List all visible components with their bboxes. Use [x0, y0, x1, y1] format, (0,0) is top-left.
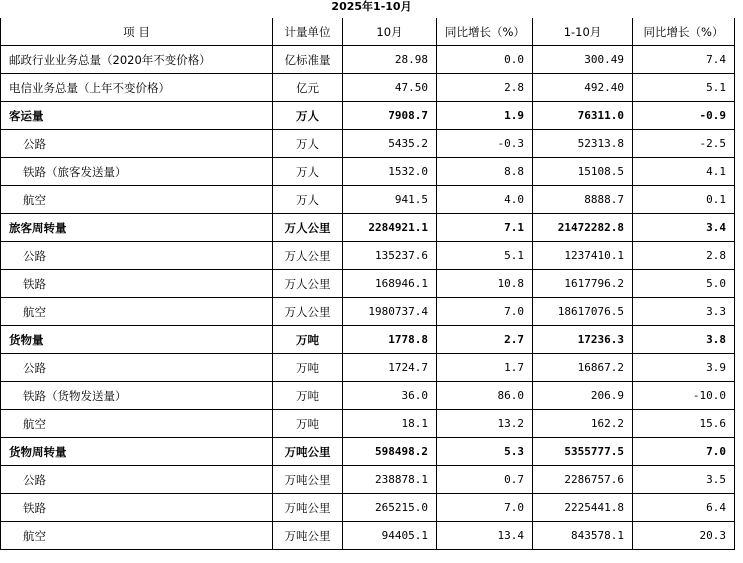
row-unit: 万吨公里 [273, 466, 343, 494]
row-month-yoy: 2.7 [437, 326, 533, 354]
header-month: 10月 [343, 18, 437, 46]
row-cumulative-value: 52313.8 [533, 130, 633, 158]
row-unit: 亿标准量 [273, 46, 343, 74]
row-month-yoy: 86.0 [437, 382, 533, 410]
row-month-value: 36.0 [343, 382, 437, 410]
row-month-value: 1778.8 [343, 326, 437, 354]
row-unit: 万人公里 [273, 214, 343, 242]
row-month-value: 238878.1 [343, 466, 437, 494]
table-row [1, 410, 735, 438]
row-cumulative-yoy: 3.9 [633, 354, 735, 382]
row-unit: 万人公里 [273, 298, 343, 326]
table-row [1, 494, 735, 522]
row-name: 公路 [1, 354, 273, 382]
header-row [1, 18, 735, 46]
row-month-value: 1980737.4 [343, 298, 437, 326]
table-row [1, 158, 735, 186]
row-cumulative-value: 206.9 [533, 382, 633, 410]
row-month-value: 2284921.1 [343, 214, 437, 242]
row-unit: 万人 [273, 158, 343, 186]
row-cumulative-value: 21472282.8 [533, 214, 633, 242]
row-name: 航空 [1, 186, 273, 214]
row-unit: 万吨 [273, 354, 343, 382]
row-month-value: 1724.7 [343, 354, 437, 382]
header-unit: 计量单位 [273, 18, 343, 46]
row-month-value: 265215.0 [343, 494, 437, 522]
table-row [1, 270, 735, 298]
row-unit: 万吨公里 [273, 494, 343, 522]
header-cumulative: 1-10月 [533, 18, 633, 46]
row-month-value: 18.1 [343, 410, 437, 438]
row-unit: 万人 [273, 186, 343, 214]
header-item: 项 目 [1, 18, 273, 46]
row-month-yoy: 7.0 [437, 494, 533, 522]
table-caption: 2025年1-10月 [331, 0, 412, 13]
row-cumulative-yoy: 5.1 [633, 74, 735, 102]
row-name: 货物周转量 [1, 438, 273, 466]
header-month-yoy: 同比增长（%） [437, 18, 533, 46]
row-cumulative-value: 492.40 [533, 74, 633, 102]
row-month-yoy: 1.9 [437, 102, 533, 130]
table-body [1, 46, 735, 550]
statistics-table [0, 18, 735, 550]
row-name: 航空 [1, 410, 273, 438]
row-month-value: 47.50 [343, 74, 437, 102]
row-month-yoy: 2.8 [437, 74, 533, 102]
table-row [1, 242, 735, 270]
row-cumulative-value: 5355777.5 [533, 438, 633, 466]
row-cumulative-value: 15108.5 [533, 158, 633, 186]
row-cumulative-value: 1237410.1 [533, 242, 633, 270]
row-cumulative-yoy: 15.6 [633, 410, 735, 438]
row-cumulative-yoy: 3.5 [633, 466, 735, 494]
row-cumulative-value: 17236.3 [533, 326, 633, 354]
row-unit: 万吨 [273, 410, 343, 438]
row-unit: 万人 [273, 130, 343, 158]
row-name: 邮政行业业务总量（2020年不变价格） [1, 46, 273, 74]
row-cumulative-value: 16867.2 [533, 354, 633, 382]
row-cumulative-value: 76311.0 [533, 102, 633, 130]
row-cumulative-yoy: 3.8 [633, 326, 735, 354]
table-row [1, 46, 735, 74]
row-cumulative-yoy: 2.8 [633, 242, 735, 270]
row-month-yoy: 5.3 [437, 438, 533, 466]
row-name: 电信业务总量（上年不变价格） [1, 74, 273, 102]
row-cumulative-yoy: 3.3 [633, 298, 735, 326]
row-month-yoy: -0.3 [437, 130, 533, 158]
row-month-yoy: 5.1 [437, 242, 533, 270]
row-name: 航空 [1, 522, 273, 550]
row-cumulative-value: 162.2 [533, 410, 633, 438]
row-name: 铁路 [1, 494, 273, 522]
row-unit: 万吨 [273, 382, 343, 410]
row-cumulative-yoy: -10.0 [633, 382, 735, 410]
row-month-value: 1532.0 [343, 158, 437, 186]
row-cumulative-yoy: 5.0 [633, 270, 735, 298]
row-unit: 万吨 [273, 326, 343, 354]
row-month-yoy: 7.1 [437, 214, 533, 242]
row-month-yoy: 4.0 [437, 186, 533, 214]
row-cumulative-yoy: 6.4 [633, 494, 735, 522]
row-cumulative-yoy: 3.4 [633, 214, 735, 242]
row-unit: 万人公里 [273, 242, 343, 270]
row-unit: 万人 [273, 102, 343, 130]
row-month-yoy: 7.0 [437, 298, 533, 326]
row-month-value: 28.98 [343, 46, 437, 74]
row-month-yoy: 1.7 [437, 354, 533, 382]
row-month-yoy: 0.0 [437, 46, 533, 74]
row-month-value: 168946.1 [343, 270, 437, 298]
row-name: 公路 [1, 466, 273, 494]
row-name: 铁路（货物发送量） [1, 382, 273, 410]
row-name: 旅客周转量 [1, 214, 273, 242]
table-row [1, 130, 735, 158]
table-row [1, 102, 735, 130]
row-unit: 万吨公里 [273, 438, 343, 466]
table-row [1, 354, 735, 382]
table-row [1, 186, 735, 214]
row-unit: 万吨公里 [273, 522, 343, 550]
table-row [1, 382, 735, 410]
row-cumulative-yoy: -0.9 [633, 102, 735, 130]
row-unit: 亿元 [273, 74, 343, 102]
row-month-yoy: 13.4 [437, 522, 533, 550]
table-row [1, 326, 735, 354]
row-cumulative-value: 1617796.2 [533, 270, 633, 298]
row-name: 铁路（旅客发送量） [1, 158, 273, 186]
row-month-value: 135237.6 [343, 242, 437, 270]
row-name: 公路 [1, 242, 273, 270]
row-month-yoy: 0.7 [437, 466, 533, 494]
row-cumulative-value: 18617076.5 [533, 298, 633, 326]
row-name: 公路 [1, 130, 273, 158]
row-unit: 万人公里 [273, 270, 343, 298]
row-month-value: 94405.1 [343, 522, 437, 550]
table-row [1, 438, 735, 466]
table-row [1, 522, 735, 550]
row-cumulative-yoy: 7.4 [633, 46, 735, 74]
row-cumulative-value: 8888.7 [533, 186, 633, 214]
row-name: 铁路 [1, 270, 273, 298]
table-row [1, 466, 735, 494]
row-month-yoy: 13.2 [437, 410, 533, 438]
row-name: 货物量 [1, 326, 273, 354]
row-cumulative-yoy: 0.1 [633, 186, 735, 214]
table-row [1, 298, 735, 326]
row-cumulative-yoy: 4.1 [633, 158, 735, 186]
row-month-value: 7908.7 [343, 102, 437, 130]
row-month-value: 598498.2 [343, 438, 437, 466]
row-name: 客运量 [1, 102, 273, 130]
row-month-value: 941.5 [343, 186, 437, 214]
row-cumulative-yoy: -2.5 [633, 130, 735, 158]
row-name: 航空 [1, 298, 273, 326]
row-cumulative-value: 300.49 [533, 46, 633, 74]
row-cumulative-yoy: 20.3 [633, 522, 735, 550]
row-month-yoy: 10.8 [437, 270, 533, 298]
table-row [1, 74, 735, 102]
row-cumulative-yoy: 7.0 [633, 438, 735, 466]
row-month-yoy: 8.8 [437, 158, 533, 186]
row-month-value: 5435.2 [343, 130, 437, 158]
header-cumulative-yoy: 同比增长（%） [633, 18, 735, 46]
table-row [1, 214, 735, 242]
row-cumulative-value: 2286757.6 [533, 466, 633, 494]
row-cumulative-value: 2225441.8 [533, 494, 633, 522]
row-cumulative-value: 843578.1 [533, 522, 633, 550]
